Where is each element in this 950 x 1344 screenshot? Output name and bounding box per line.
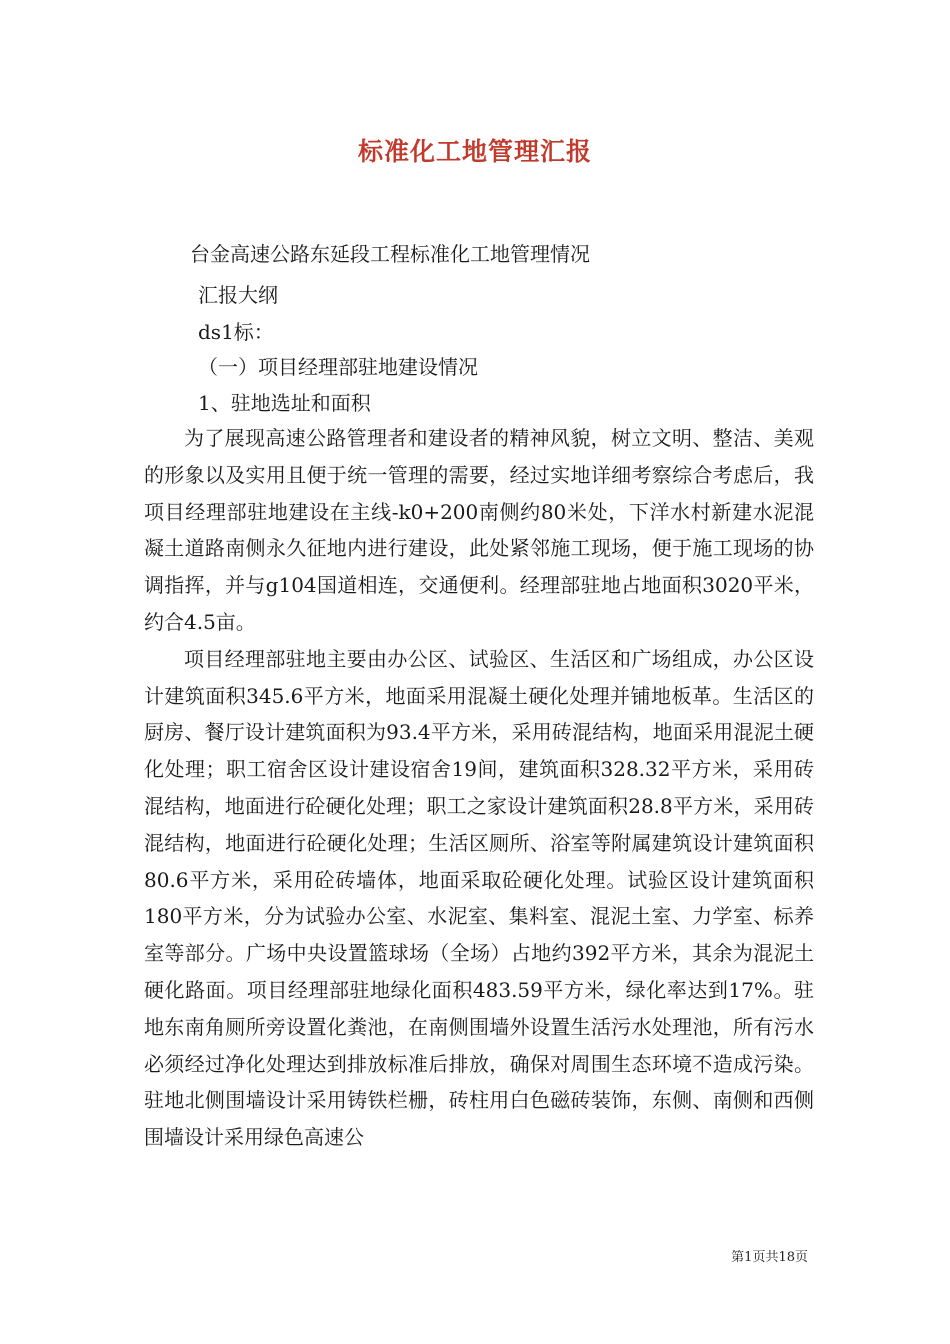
document-title: 标准化工地管理汇报 bbox=[357, 137, 592, 166]
outline-label: 汇报大纲 bbox=[198, 283, 278, 307]
subsection-heading: 1、驻地选址和面积 bbox=[198, 391, 371, 415]
section-label: ds1标： bbox=[198, 320, 274, 344]
paragraph-site-selection: 为了展现高速公路管理者和建设者的精神风貌，树立文明、整洁、美观的形象以及实用且便于统一管理的需要，经过实地详细考察综合考虑后，我项目经理部驻地建设在主线-k0+200南侧约80米处，下洋水村新建水泥混凝土道路南侧永久征地内进行建设，此处紧邻施工现场，便于施工现场的协调指挥，并与g104国道相连，交通便利。经理部驻地占地面积3020平米，约合4.5亩。 bbox=[144, 426, 814, 634]
document-subtitle: 台金高速公路东延段工程标准化工地管理情况 bbox=[190, 242, 590, 266]
section-heading: （一）项目经理部驻地建设情况 bbox=[198, 355, 478, 379]
page-number: 第1页共18页 bbox=[731, 1250, 808, 1265]
paragraph-site-layout: 项目经理部驻地主要由办公区、试验区、生活区和广场组成，办公区设计建筑面积345.6平方米，地面采用混凝土硬化处理并铺地板革。生活区的厨房、餐厅设计建筑面积为93.4平方米，采用砖混结构，地面采用混泥土硬化处理；职工宿舍区设计建设宿舍19间，建筑面积328.32平方米，采用砖混结构，地面进行砼硬化处理；职工之家设计建筑面积28.8平方米，采用砖混结构，地面进行砼硬化处理；生活区厕所、浴室等附属建筑设计建筑面积80.6平方米，采用砼砖墙体，地面采取砼硬化处理。试验区设计建筑面积180平方米，分为试验办公室、水泥室、集料室、混泥土室、力学室、标养室等部分。广场中央设置篮球场（全场）占地约392平方米，其余为混泥土硬化路面。项目经理部驻地绿化面积483.59平方米，绿化率达到17%。驻地东南角厕所旁设置化粪池，在南侧围墙外设置生活污水处理池，所有污水必须经过净化处理达到排放标准后排放，确保对周围生态环境不造成污染。驻地北侧围墙设计采用铸铁栏栅，砖柱用白色磁砖装饰，东侧、南侧和西侧围墙设计采用绿色高速公 bbox=[144, 646, 814, 1150]
body-text bbox=[144, 420, 814, 1156]
